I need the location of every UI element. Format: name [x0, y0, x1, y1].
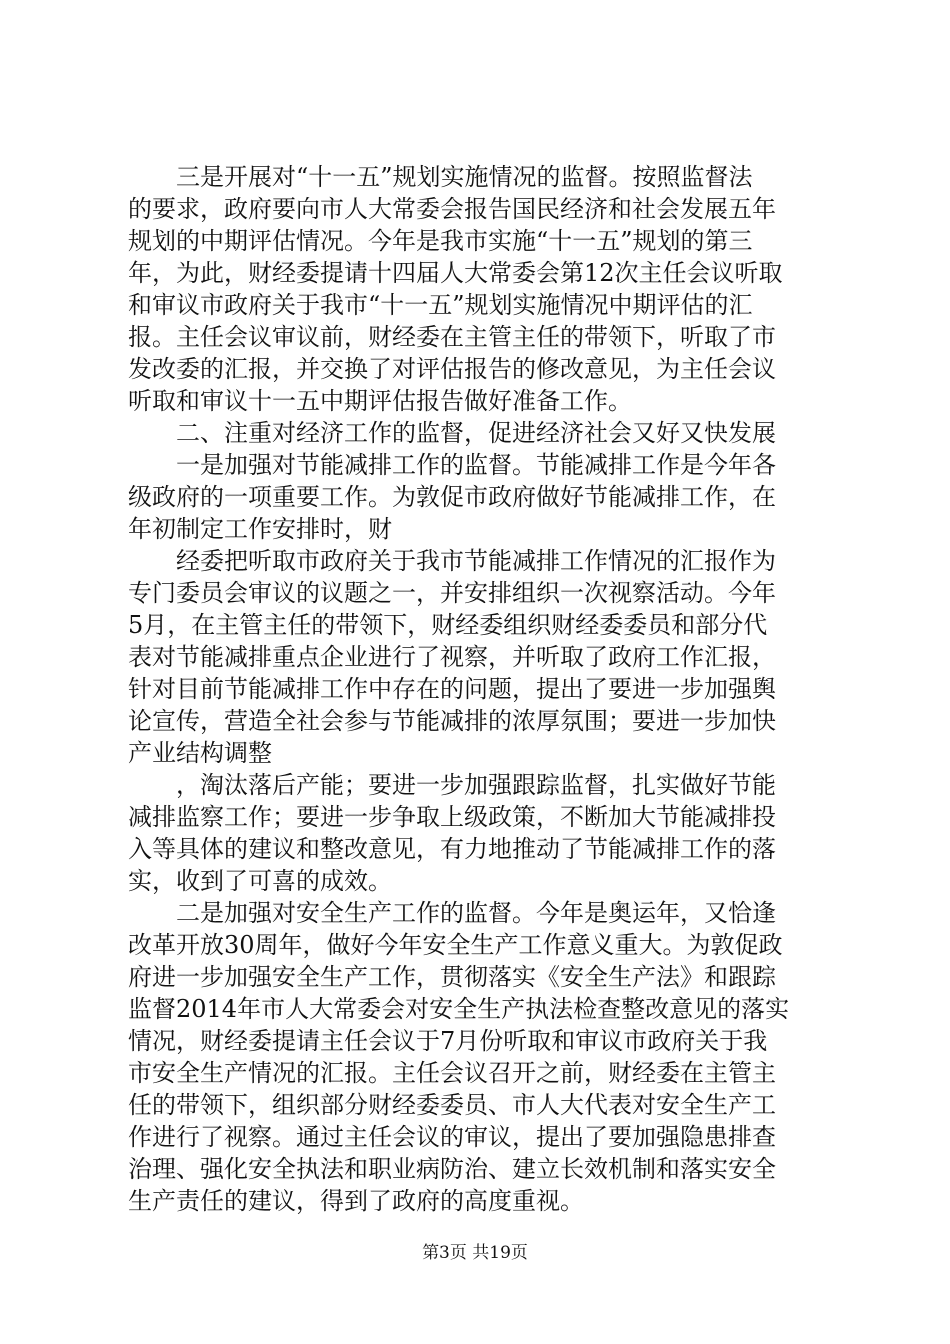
text-line: 改革开放30周年，做好今年安全生产工作意义重大。为敦促政: [128, 931, 783, 959]
text-line: 生产责任的建议，得到了政府的高度重视。: [128, 1187, 584, 1215]
text-line: 年初制定工作安排时，财: [128, 515, 392, 543]
text-line: 一是加强对节能减排工作的监督。节能减排工作是今年各: [128, 451, 776, 479]
text-line: 情况，财经委提请主任会议于7月份听取和审议市政府关于我: [128, 1027, 768, 1055]
text-line: 发改委的汇报，并交换了对评估报告的修改意见，为主任会议: [128, 355, 776, 383]
text-line: 监督2014年市人大常委会对安全生产执法检查整改意见的落实: [128, 995, 790, 1023]
text-line: 级政府的一项重要工作。为敦促市政府做好节能减排工作，在: [128, 483, 776, 511]
text-line: 减排监察工作；要进一步争取上级政策，不断加大节能减排投: [128, 803, 776, 831]
text-line: 和审议市政府关于我市“十一五”规划实施情况中期评估的汇: [128, 291, 753, 319]
text-line: 5月，在主管主任的带领下，财经委组织财经委委员和部分代: [128, 611, 768, 639]
text-line: 任的带领下，组织部分财经委委员、市人大代表对安全生产工: [128, 1091, 776, 1119]
text-line: 规划的中期评估情况。今年是我市实施“十一五”规划的第三: [128, 227, 753, 255]
text-line: 年，为此，财经委提请十四届人大常委会第12次主任会议听取: [128, 259, 783, 287]
text-line: 市安全生产情况的汇报。主任会议召开之前，财经委在主管主: [128, 1059, 776, 1087]
text-line: 三是开展对“十一五”规划实施情况的监督。按照监督法: [128, 163, 753, 191]
text-line: 的要求，政府要向市人大常委会报告国民经济和社会发展五年: [128, 195, 776, 223]
text-line: 实，收到了可喜的成效。: [128, 867, 392, 895]
text-line: 论宣传，营造全社会参与节能减排的浓厚氛围；要进一步加快: [128, 707, 776, 735]
text-line: 入等具体的建议和整改意见，有力地推动了节能减排工作的落: [128, 835, 776, 863]
section-heading: 二、注重对经济工作的监督，促进经济社会又好又快发展: [128, 419, 776, 447]
text-line: 府进一步加强安全生产工作，贯彻落实《安全生产法》和跟踪: [128, 963, 776, 991]
text-line: 二是加强对安全生产工作的监督。今年是奥运年，又恰逢: [128, 899, 776, 927]
text-line: 专门委员会审议的议题之一，并安排组织一次视察活动。今年: [128, 579, 776, 607]
text-line: 报。主任会议审议前，财经委在主管主任的带领下，听取了市: [128, 323, 776, 351]
text-line: 作进行了视察。通过主任会议的审议，提出了要加强隐患排查: [128, 1123, 776, 1151]
text-line: 针对目前节能减排工作中存在的问题，提出了要进一步加强舆: [128, 675, 776, 703]
text-line: 听取和审议十一五中期评估报告做好准备工作。: [128, 387, 632, 415]
text-line: 经委把听取市政府关于我市节能减排工作情况的汇报作为: [128, 547, 776, 575]
text-line: 表对节能减排重点企业进行了视察，并听取了政府工作汇报，: [128, 643, 776, 671]
text-line: 产业结构调整: [128, 739, 272, 767]
text-line: ，淘汰落后产能；要进一步加强跟踪监督，扎实做好节能: [128, 771, 776, 799]
page-number-footer: 第3页 共19页: [422, 1243, 528, 1263]
text-line: 治理、强化安全执法和职业病防治、建立长效机制和落实安全: [128, 1155, 776, 1183]
